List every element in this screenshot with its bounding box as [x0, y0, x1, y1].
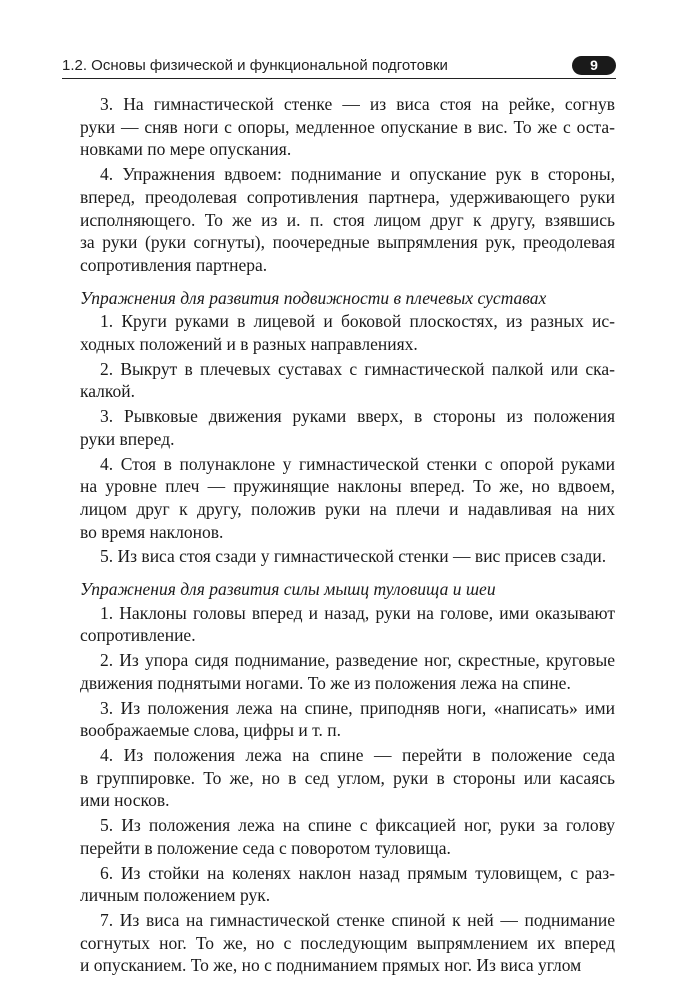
paragraph — [80, 649, 615, 694]
text-line: за руки (руки согнуты), поочередные выпрямления рук, преодолевая — [80, 232, 615, 253]
section-heading: Упражнения для развития силы мышц туловища и шеи — [80, 579, 496, 600]
text-line: ими носков. — [80, 790, 170, 811]
text-line: 4. Стоя в полунаклоне у гимнастической стенки с опорой руками — [100, 453, 615, 474]
paragraph — [80, 744, 615, 812]
text-line: сопротивления партнера. — [80, 254, 268, 275]
page-number-badge: 9 — [572, 56, 616, 75]
text-line: 3. Из положения лежа на спине, приподняв ноги, «написать» ими — [100, 697, 615, 718]
text-line: перейти в положение седа с поворотом туловища. — [80, 837, 451, 858]
text-line: 5. Из положения лежа на спине с фиксацией ног, руки за голову — [100, 815, 615, 836]
text-line: руки вперед. — [80, 428, 175, 449]
text-line: 6. Из стойки на коленях наклон назад прямым туловищем, с раз- — [100, 862, 615, 883]
body-text — [80, 93, 615, 979]
text-line: 3. Рывковые движения руками вверх, в стороны из положения — [100, 406, 615, 427]
text-line: вперед, преодолевая сопротивления партнера, удерживающего руки — [80, 186, 615, 207]
paragraph — [80, 602, 615, 647]
text-line: лицом друг к другу, положив руки на плечи и надавливая на них — [80, 498, 615, 519]
text-line: 1. Круги руками в лицевой и боковой плоскостях, из разных ис- — [100, 311, 615, 332]
text-line: сопротивление. — [80, 625, 196, 646]
section-heading: Упражнения для развития подвижности в плечевых суставах — [80, 287, 547, 308]
text-line: на уровне плеч — пружинящие наклоны вперед. То же, но вдвоем, — [80, 476, 615, 497]
text-line: 4. Упражнения вдвоем: поднимание и опускание рук в стороны, — [100, 164, 615, 185]
text-line: руки — сняв ноги с опоры, медленное опускание в вис. То же с оста- — [80, 116, 615, 137]
paragraph — [80, 310, 615, 355]
paragraph — [80, 453, 615, 544]
text-line: и опусканием. То же, но с подниманием прямых ног. Из виса углом — [80, 955, 582, 976]
paragraph — [80, 405, 615, 450]
text-line: новками по мере опускания. — [80, 139, 292, 160]
paragraph — [80, 862, 615, 907]
text-line: 1. Наклоны головы вперед и назад, руки на голове, ими оказывают — [100, 602, 615, 623]
paragraph — [80, 697, 615, 742]
text-line: личным положением рук. — [80, 885, 271, 906]
text-line: в группировке. То же, но в сед углом, руки в стороны или касаясь — [80, 767, 615, 788]
paragraph — [80, 163, 615, 277]
paragraph — [80, 358, 615, 403]
text-line: калкой. — [80, 381, 135, 402]
running-header — [62, 56, 616, 79]
text-line: 2. Из упора сидя поднимание, разведение ног, скрестные, круговые — [100, 650, 615, 671]
text-line: согнутых ног. То же, но с последующим выпрямлением их вперед — [80, 932, 615, 953]
header-title: 1.2. Основы физической и функциональной подготовки — [62, 57, 448, 74]
text-line: 5. Из виса стоя сзади у гимнастической стенки — вис присев сзади. — [100, 546, 607, 567]
text-line: движения поднятыми ногами. То же из положения лежа на спине. — [80, 672, 571, 693]
text-line: 2. Выкрут в плечевых суставах с гимнастической палкой или ска- — [100, 358, 615, 379]
text-line: 3. На гимнастической стенке — из виса стоя на рейке, согнув — [100, 94, 615, 114]
text-line: ходных положений и в разных направлениях. — [80, 334, 418, 355]
text-line: 4. Из положения лежа на спине — перейти в положение седа — [100, 744, 615, 765]
paragraph — [80, 814, 615, 859]
text-line: исполняющего. То же из и. п. стоя лицом друг к другу, взявшись — [80, 209, 615, 230]
text-line: во время наклонов. — [80, 521, 224, 542]
text-line: 7. Из виса на гимнастической стенке спиной к ней — поднимание — [100, 909, 615, 930]
paragraph — [80, 93, 615, 161]
paragraph — [80, 909, 615, 977]
text-line: воображаемые слова, цифры и т. п. — [80, 720, 341, 741]
paragraph — [80, 545, 615, 568]
